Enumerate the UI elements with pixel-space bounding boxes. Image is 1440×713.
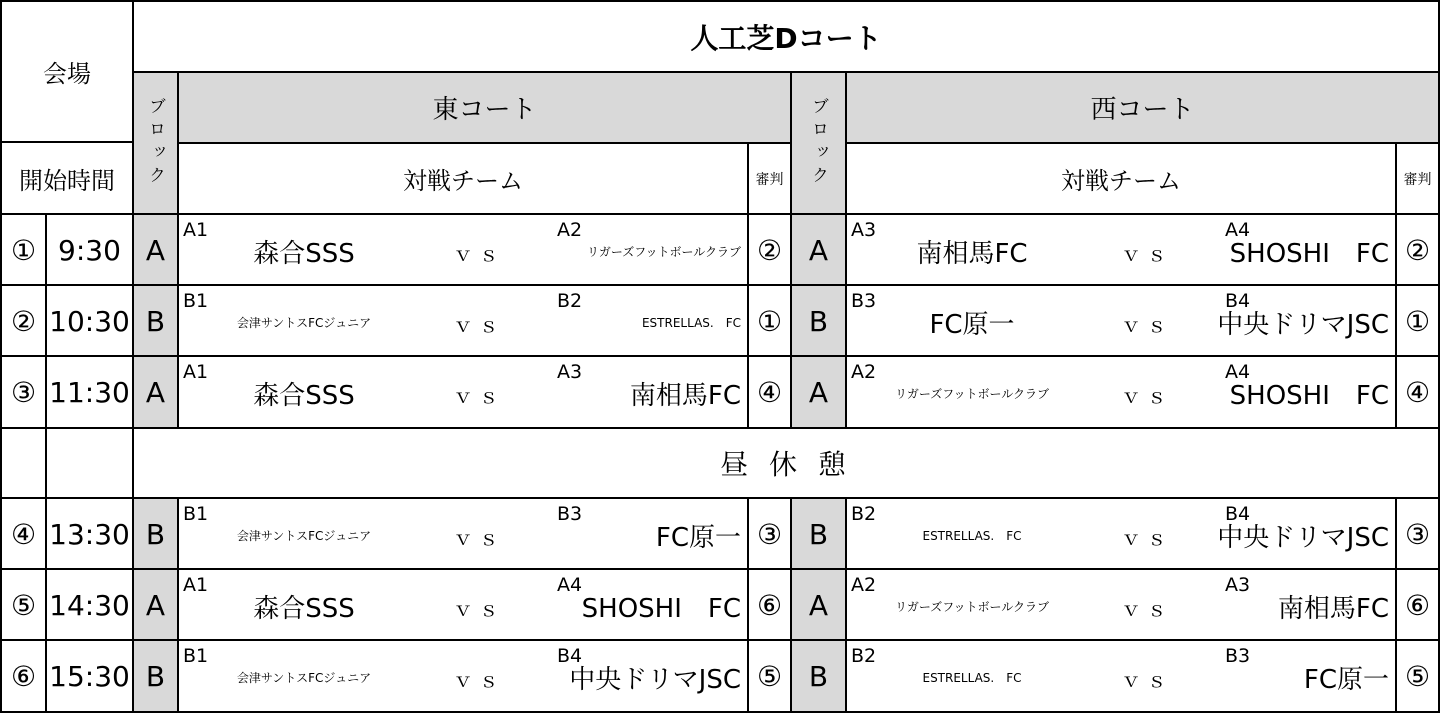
start-time-cell <box>45 497 134 571</box>
match-number: ⑥ <box>10 659 37 693</box>
east-match-label-cell <box>177 142 749 215</box>
east-block-letter: A <box>145 233 166 267</box>
west-block-cell <box>790 355 847 429</box>
start-time-cell <box>45 568 134 642</box>
west-block-cell <box>790 639 847 713</box>
west-referee-label: 審判 <box>1403 171 1432 188</box>
west-match-label: 対戦チーム <box>1061 167 1181 195</box>
east-block-letter: B <box>145 517 166 551</box>
east-block-cell <box>132 497 179 571</box>
east-block-label-cell <box>132 71 179 215</box>
lunch-no-cell <box>0 426 47 499</box>
west-team2-name: 中央ドリマJSC <box>1217 522 1389 553</box>
west-referee-cell <box>1395 497 1440 571</box>
east-block-letter: B <box>145 659 166 693</box>
east-team2-code: A3 <box>557 361 583 383</box>
east-block-cell <box>132 355 179 429</box>
east-vs-label: ｖｓ <box>453 384 505 408</box>
west-block-letter: A <box>808 588 829 622</box>
west-team2-name: SHOSHI FC <box>1229 238 1389 269</box>
west-team2-code: A4 <box>1225 361 1251 383</box>
match-number-cell <box>0 568 47 642</box>
west-team1-name: ESTRELLAS. FC <box>922 670 1022 685</box>
east-team2-code: B4 <box>557 645 583 667</box>
east-team1-name: 会津サントスFCジュニア <box>236 670 372 685</box>
west-block-label-cell <box>790 71 847 215</box>
east-court-title-cell <box>177 71 792 144</box>
east-referee: ② <box>756 233 783 267</box>
east-team2-name: 中央ドリマJSC <box>569 664 741 695</box>
west-block-cell <box>790 213 847 287</box>
east-referee: ⑥ <box>756 588 783 622</box>
match-number-cell <box>0 497 47 571</box>
court-title: 人工芝Dコート <box>690 21 882 55</box>
west-referee-cell <box>1395 213 1440 287</box>
east-team1-name: 会津サントスFCジュニア <box>236 528 372 543</box>
west-team2-name: SHOSHI FC <box>1229 380 1389 411</box>
west-block-cell <box>790 497 847 571</box>
west-team1-name: 南相馬FC <box>916 238 1028 269</box>
start-time: 14:30 <box>49 588 130 622</box>
east-vs-label: ｖｓ <box>453 668 505 692</box>
east-block-cell <box>132 213 179 287</box>
lunch-time-cell <box>45 426 134 499</box>
match-number-cell <box>0 355 47 429</box>
east-match-cell <box>177 355 749 429</box>
west-block-letter: B <box>808 659 829 693</box>
east-team2-name: FC原一 <box>655 522 741 553</box>
start-time-cell <box>45 355 134 429</box>
east-referee-label-cell <box>747 142 792 215</box>
west-match-cell <box>845 497 1397 571</box>
east-referee-cell <box>747 639 792 713</box>
start-time-label: 開始時間 <box>19 166 115 195</box>
east-block-letter: A <box>145 588 166 622</box>
west-team2-code: A3 <box>1225 574 1251 596</box>
east-match-cell <box>177 213 749 287</box>
court-title-cell <box>132 0 1440 73</box>
west-team2-name: FC原一 <box>1303 664 1389 695</box>
west-match-cell <box>845 639 1397 713</box>
west-court-title: 西コート <box>1090 95 1195 125</box>
west-team1-code: A3 <box>851 219 877 241</box>
east-block-cell <box>132 639 179 713</box>
east-referee-cell <box>747 355 792 429</box>
east-team1-code: A1 <box>183 574 209 596</box>
start-time-cell <box>45 639 134 713</box>
east-team1-code: A1 <box>183 361 209 383</box>
east-court-title: 東コート <box>432 95 537 125</box>
east-team2-code: B3 <box>557 503 583 525</box>
east-vs-label: ｖｓ <box>453 526 505 550</box>
east-team2-code: A2 <box>557 219 583 241</box>
match-number: ④ <box>10 517 37 551</box>
west-block-cell <box>790 284 847 358</box>
east-block-cell <box>132 284 179 358</box>
west-referee-cell <box>1395 355 1440 429</box>
start-time: 9:30 <box>58 233 121 267</box>
east-team2-code: B2 <box>557 290 583 312</box>
west-team1-code: A2 <box>851 361 877 383</box>
west-team1-name: ESTRELLAS. FC <box>922 528 1022 543</box>
east-match-cell <box>177 497 749 571</box>
west-block-letter: A <box>808 233 829 267</box>
west-team2-code: B4 <box>1225 290 1251 312</box>
west-block-letter: A <box>808 375 829 409</box>
east-block-label: ブロック <box>145 97 165 189</box>
east-team1-code: B1 <box>183 503 209 525</box>
west-team1-code: B2 <box>851 503 877 525</box>
west-block-letter: B <box>808 517 829 551</box>
west-vs-label: ｖｓ <box>1121 242 1173 266</box>
east-referee: ④ <box>756 375 783 409</box>
east-referee-cell <box>747 284 792 358</box>
west-vs-label: ｖｓ <box>1121 384 1173 408</box>
match-number: ⑤ <box>10 588 37 622</box>
west-match-cell <box>845 284 1397 358</box>
east-referee-cell <box>747 497 792 571</box>
east-match-cell <box>177 284 749 358</box>
east-block-letter: B <box>145 304 166 338</box>
west-match-label-cell <box>845 142 1397 215</box>
east-team1-code: A1 <box>183 219 209 241</box>
east-referee: ⑤ <box>756 659 783 693</box>
west-block-label: ブロック <box>808 97 828 189</box>
match-number: ① <box>10 233 37 267</box>
west-team1-name: FC原一 <box>929 309 1015 340</box>
west-referee: ⑥ <box>1404 588 1431 622</box>
west-team1-code: B3 <box>851 290 877 312</box>
east-referee: ① <box>756 304 783 338</box>
venue-label-cell <box>0 0 134 143</box>
east-team1-name: 森合SSS <box>253 593 355 624</box>
west-referee: ② <box>1404 233 1431 267</box>
start-time-cell <box>45 284 134 358</box>
east-block-cell <box>132 568 179 642</box>
start-time: 11:30 <box>49 375 130 409</box>
west-team2-code: A4 <box>1225 219 1251 241</box>
match-number-cell <box>0 639 47 713</box>
west-referee-label-cell <box>1395 142 1440 215</box>
west-match-cell <box>845 568 1397 642</box>
start-time: 10:30 <box>49 304 130 338</box>
west-vs-label: ｖｓ <box>1121 526 1173 550</box>
west-referee: ④ <box>1404 375 1431 409</box>
match-number: ③ <box>10 375 37 409</box>
east-vs-label: ｖｓ <box>453 313 505 337</box>
east-team2-name: リガーズフットボールクラブ <box>587 244 741 259</box>
east-referee: ③ <box>756 517 783 551</box>
west-match-cell <box>845 355 1397 429</box>
east-team2-code: A4 <box>557 574 583 596</box>
west-block-cell <box>790 568 847 642</box>
east-referee-cell <box>747 568 792 642</box>
east-team1-code: B1 <box>183 645 209 667</box>
west-referee: ⑤ <box>1404 659 1431 693</box>
west-team2-code: B3 <box>1225 645 1251 667</box>
east-block-letter: A <box>145 375 166 409</box>
west-referee-cell <box>1395 568 1440 642</box>
east-team2-name: SHOSHI FC <box>581 593 741 624</box>
east-referee-label: 審判 <box>755 171 784 188</box>
east-match-cell <box>177 568 749 642</box>
lunch-cell <box>132 426 1440 499</box>
east-team1-name: 森合SSS <box>253 238 355 269</box>
start-time-cell <box>45 213 134 287</box>
east-vs-label: ｖｓ <box>453 242 505 266</box>
west-team1-name: リガーズフットボールクラブ <box>895 599 1049 614</box>
east-team1-code: B1 <box>183 290 209 312</box>
start-time: 13:30 <box>49 517 130 551</box>
venue-label: 会場 <box>43 60 91 88</box>
west-referee: ③ <box>1404 517 1431 551</box>
west-match-cell <box>845 213 1397 287</box>
east-match-label: 対戦チーム <box>403 167 523 195</box>
east-vs-label: ｖｓ <box>453 597 505 621</box>
east-match-cell <box>177 639 749 713</box>
west-team1-name: リガーズフットボールクラブ <box>895 386 1049 401</box>
lunch-label: 昼 休 憩 <box>720 447 852 481</box>
match-number-cell <box>0 213 47 287</box>
west-block-letter: B <box>808 304 829 338</box>
west-vs-label: ｖｓ <box>1121 668 1173 692</box>
west-court-title-cell <box>845 71 1440 144</box>
east-team2-name: ESTRELLAS. FC <box>641 315 741 330</box>
start-time-label-cell <box>0 141 134 215</box>
west-referee: ① <box>1404 304 1431 338</box>
east-referee-cell <box>747 213 792 287</box>
match-number: ② <box>10 304 37 338</box>
west-vs-label: ｖｓ <box>1121 597 1173 621</box>
east-team2-name: 南相馬FC <box>629 380 741 411</box>
west-team2-name: 南相馬FC <box>1277 593 1389 624</box>
west-referee-cell <box>1395 284 1440 358</box>
start-time: 15:30 <box>49 659 130 693</box>
west-team2-name: 中央ドリマJSC <box>1217 309 1389 340</box>
match-number-cell <box>0 284 47 358</box>
west-team2-code: B4 <box>1225 503 1251 525</box>
west-team1-code: A2 <box>851 574 877 596</box>
east-team1-name: 会津サントスFCジュニア <box>236 315 372 330</box>
east-team1-name: 森合SSS <box>253 380 355 411</box>
west-referee-cell <box>1395 639 1440 713</box>
west-team1-code: B2 <box>851 645 877 667</box>
west-vs-label: ｖｓ <box>1121 313 1173 337</box>
